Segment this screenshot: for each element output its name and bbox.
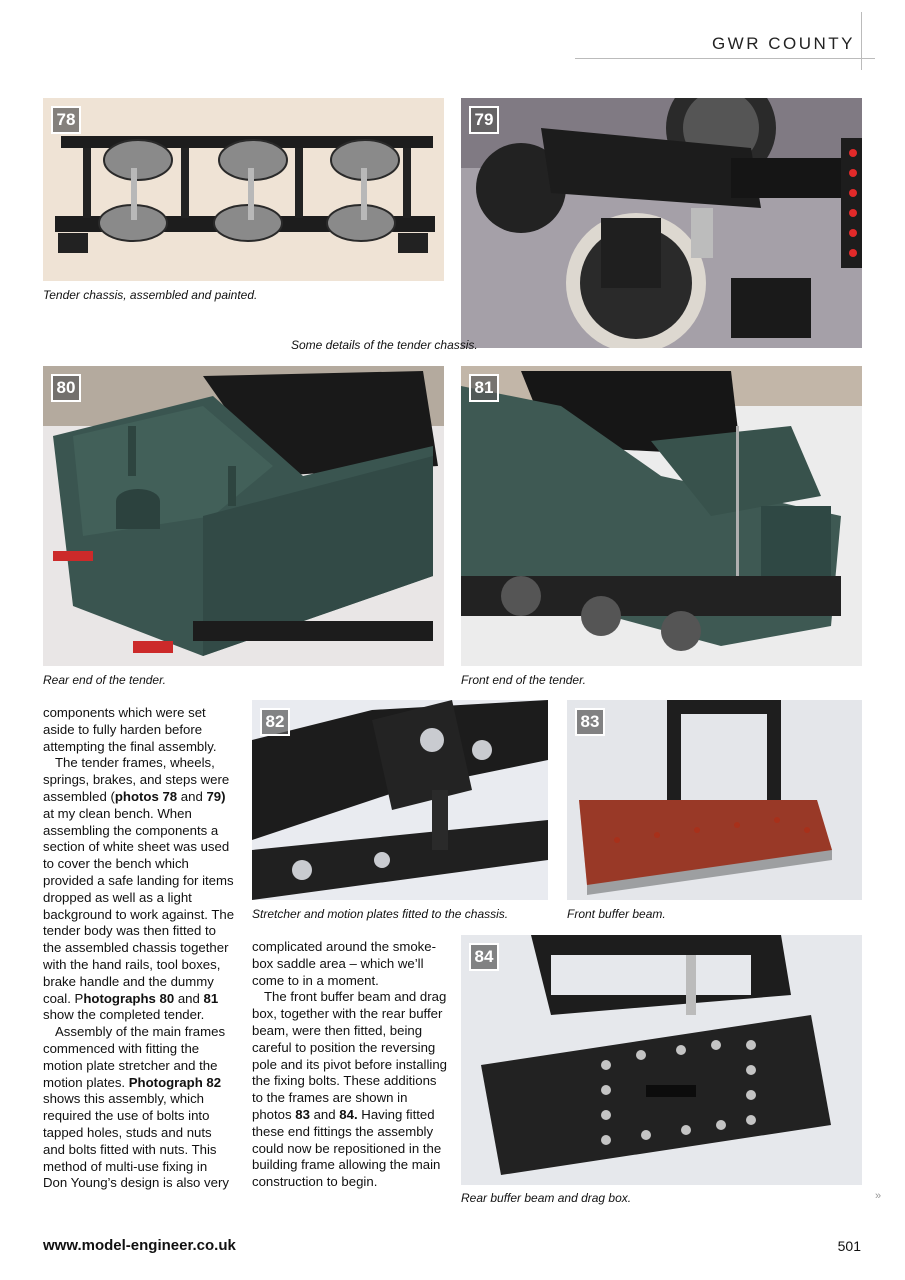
caption-84: Rear buffer beam and drag box. — [461, 1191, 632, 1205]
body-column-2 — [252, 939, 448, 1191]
caption-82: Stretcher and motion plates fitted to the chassis. — [252, 907, 509, 921]
paragraph: Assembly of the main frames commenced with fitting the motion plate stretcher and the motion plates. Photograph 82 shows this assembly, which required the use of bolts into tapped holes, studs and nuts and bolts fitted with nuts. This method of multi-use fixing in Don Young’s design is also very — [43, 1024, 229, 1191]
caption-81: Front end of the tender. — [461, 673, 586, 687]
photo-number-78: 78 — [51, 106, 81, 134]
photo-79 — [461, 98, 862, 348]
photo-79-image — [461, 98, 862, 348]
photo-number-79: 79 — [469, 106, 499, 134]
header-rule-vertical — [861, 12, 862, 70]
paragraph: complicated around the smoke-box saddle area – which we’ll come to in a moment. — [252, 939, 436, 988]
photo-84 — [461, 935, 862, 1185]
continue-marker: » — [875, 1190, 882, 1202]
photo-84-image — [461, 935, 862, 1185]
paragraph: The tender frames, wheels, springs, brakes, and steps were assembled (photos 78 and 79) at my clean bench. When assembling the components a section of white sheet was used to cover the bench which provided a safe landing for items dropped as well as a light background to work against. The tender body was then fitted to the assembled chassis together with the hand rails, tool boxes, brake handle and the dummy coal. Photographs 80 and 81 show the completed tender. — [43, 755, 235, 1023]
photo-82-image — [252, 700, 548, 900]
caption-78: Tender chassis, assembled and painted. — [43, 288, 258, 302]
photo-number-81: 81 — [469, 374, 499, 402]
photo-78-image — [43, 98, 444, 281]
caption-80: Rear end of the tender. — [43, 673, 166, 687]
caption-79: Some details of the tender chassis. — [291, 338, 478, 352]
photo-78 — [43, 98, 444, 281]
running-header: GWR COUNTY — [711, 34, 855, 53]
photo-number-83: 83 — [575, 708, 605, 736]
photo-80-image — [43, 366, 444, 666]
photo-81-image — [461, 366, 862, 666]
photo-number-84: 84 — [469, 943, 499, 971]
photo-number-80: 80 — [51, 374, 81, 402]
photo-number-82: 82 — [260, 708, 290, 736]
paragraph: components which were set aside to fully harden before attempting the final assembly. — [43, 705, 217, 754]
body-column-1 — [43, 705, 235, 1192]
header-rule — [575, 58, 875, 59]
page-number: 501 — [837, 1238, 861, 1254]
photo-80 — [43, 366, 444, 666]
paragraph: The front buffer beam and drag box, together with the rear buffer beam, were then fitted, being careful to position the reversing pole and its pivot before installing the fixing bolts. These additions to the frames are shown in photos 83 and 84. Having fitted these end fittings the assembly could now be repositioned in the building frame allowing the main construction to begin. — [252, 989, 448, 1190]
photo-83 — [567, 700, 862, 900]
photo-81 — [461, 366, 862, 666]
photo-83-image — [567, 700, 862, 900]
caption-83: Front buffer beam. — [567, 907, 666, 921]
footer-url[interactable]: www.model-engineer.co.uk — [43, 1237, 236, 1254]
photo-82 — [252, 700, 548, 900]
